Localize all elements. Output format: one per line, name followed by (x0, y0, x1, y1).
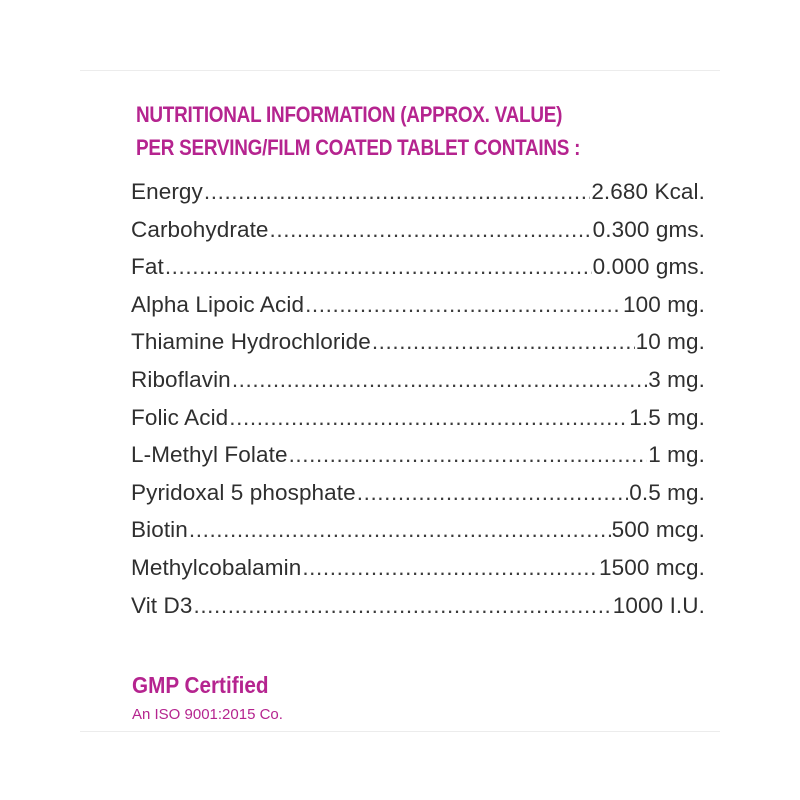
dot-leader (229, 405, 628, 431)
nutrient-name: L-Methyl Folate (131, 442, 288, 468)
nutrient-name: Riboflavin (131, 366, 231, 392)
nutrient-value: 500 mcg. (611, 517, 705, 543)
dot-leader (189, 517, 611, 543)
nutrient-row-thiamine-hydrochloride (131, 329, 705, 367)
nutrient-row-methylcobalamin (131, 555, 705, 593)
dot-leader (357, 480, 629, 506)
nutrient-row-riboflavin (131, 367, 705, 405)
nutrient-row-carbohydrate (131, 217, 705, 255)
dot-leader (204, 179, 590, 205)
nutrient-row-energy (131, 179, 705, 217)
dot-leader (270, 217, 592, 243)
nutrition-heading (136, 98, 652, 164)
nutrient-name: Alpha Lipoic Acid (131, 291, 305, 317)
nutrient-name: Methylcobalamin (131, 554, 302, 580)
heading-line-2: PER SERVING/FILM COATED TABLET CONTAINS : (136, 135, 581, 160)
nutrient-row-l-methyl-folate (131, 442, 705, 480)
dot-leader (232, 367, 647, 393)
gmp-certified-label: GMP Certified (132, 672, 269, 698)
nutrient-value: 1 mg. (648, 442, 705, 468)
nutrient-name: Energy (131, 179, 203, 204)
dot-leader (165, 254, 592, 280)
nutrient-value: 3 mg. (648, 366, 705, 392)
nutrient-value: 0.000 gms. (592, 254, 705, 280)
nutrient-row-vit-d3 (131, 593, 705, 631)
dot-leader (302, 555, 598, 581)
nutrient-row-fat (131, 254, 705, 292)
dot-leader (305, 292, 622, 318)
heading-line-1: NUTRITIONAL INFORMATION (APPROX. VALUE) (136, 102, 563, 127)
nutrient-name: Folic Acid (131, 404, 229, 430)
dot-leader (372, 329, 635, 355)
iso-certification-label: An ISO 9001:2015 Co. (132, 706, 283, 723)
nutrient-row-alpha-lipoic-acid (131, 292, 705, 330)
dot-leader (193, 593, 611, 619)
nutrient-value: 1000 I.U. (612, 592, 705, 618)
nutrient-name: Fat (131, 254, 164, 280)
nutrient-name: Thiamine Hydrochloride (131, 329, 371, 355)
nutrient-name: Pyridoxal 5 phosphate (131, 479, 356, 505)
nutrient-name: Vit D3 (131, 592, 193, 618)
nutrient-row-pyridoxal-5-phosphate (131, 480, 705, 518)
nutrient-name: Biotin (131, 517, 188, 543)
nutrient-value: 1.5 mg. (629, 404, 705, 430)
nutrient-value: 100 mg. (623, 291, 705, 317)
nutrient-value: 0.300 gms. (592, 216, 705, 242)
dot-leader (289, 442, 648, 468)
nutrient-value: 2.680 Kcal. (591, 179, 705, 204)
nutrient-row-folic-acid (131, 405, 705, 443)
nutrient-value: 10 mg. (635, 329, 705, 355)
nutrient-list (131, 179, 705, 630)
nutrient-row-biotin (131, 517, 705, 555)
nutrient-name: Carbohydrate (131, 216, 269, 242)
top-divider (80, 70, 720, 71)
bottom-divider (80, 731, 720, 732)
nutrient-value: 0.5 mg. (629, 479, 705, 505)
nutrient-value: 1500 mcg. (599, 554, 705, 580)
